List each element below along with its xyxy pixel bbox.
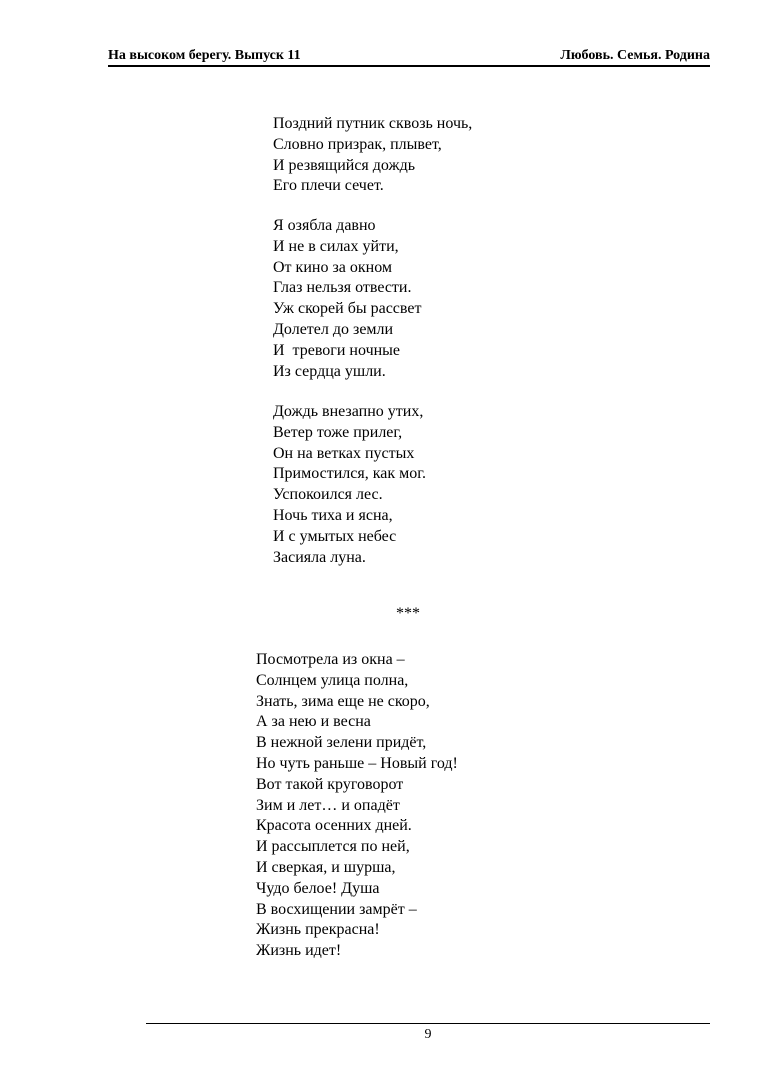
poem-line: Долетел до земли bbox=[273, 320, 394, 338]
poem-line: Примостился, как мог. bbox=[273, 465, 427, 483]
poem-line: Зим и лет… и опадёт bbox=[256, 796, 400, 814]
poem-line: Глаз нельзя отвести. bbox=[273, 279, 412, 297]
poem-line: Но чуть раньше – Новый год! bbox=[256, 754, 458, 772]
poem-line: Ветер тоже прилег, bbox=[273, 423, 403, 441]
poem-line: И с умытых небес bbox=[273, 527, 397, 545]
poem-line: Дождь внезапно утих, bbox=[273, 403, 424, 420]
footer-divider bbox=[146, 1023, 710, 1024]
poem-line: Из сердца ушли. bbox=[273, 362, 386, 380]
poem-1-stanza-3 bbox=[273, 402, 426, 568]
poem-1-stanza-1 bbox=[273, 114, 472, 197]
poem-line: И сверкая, и шурша, bbox=[256, 858, 396, 876]
poem-line: И не в силах уйти, bbox=[273, 237, 399, 255]
poem-line: Чудо белое! Душа bbox=[256, 879, 380, 897]
poem-line: Знать, зима еще не скоро, bbox=[256, 692, 430, 710]
poem-line: Успокоился лес. bbox=[273, 486, 383, 504]
header-section-title: Любовь. Семья. Родина bbox=[560, 48, 710, 63]
page-number: 9 bbox=[424, 1027, 432, 1042]
poem-line: Ночь тиха и ясна, bbox=[273, 506, 393, 524]
poem-line: Словно призрак, плывет, bbox=[273, 135, 442, 153]
poem-line: От кино за окном bbox=[273, 258, 393, 276]
poem-line: Вот такой круговорот bbox=[256, 775, 404, 793]
poem-line: Он на ветках пустых bbox=[273, 444, 415, 462]
poem-line: В нежной зелени придёт, bbox=[256, 734, 427, 752]
poem-line: Солнцем улица полна, bbox=[256, 671, 409, 689]
poem-line: В восхищении замрёт – bbox=[256, 900, 417, 918]
poem-line: А за нею и весна bbox=[256, 713, 371, 731]
header-divider bbox=[108, 65, 710, 67]
poem-line: Жизнь идет! bbox=[256, 942, 342, 960]
header-publication-title: На высоком берегу. Выпуск 11 bbox=[108, 48, 301, 63]
poem-line: Посмотрела из окна – bbox=[256, 651, 405, 668]
poem-line: Уж скорей бы рассвет bbox=[273, 300, 422, 318]
poem-line: Засияла луна. bbox=[273, 548, 366, 566]
poem-line: И тревоги ночные bbox=[273, 341, 401, 359]
poem-line: Его плечи сечет. bbox=[273, 177, 384, 195]
poem-line: И рассыплется по ней, bbox=[256, 838, 410, 856]
poem-line: И резвящийся дождь bbox=[273, 156, 416, 174]
poem-line: Жизнь прекрасна! bbox=[256, 921, 380, 939]
poem-line: Я озябла давно bbox=[273, 217, 376, 234]
poem-separator: *** bbox=[396, 605, 420, 622]
poem-2-stanza-1 bbox=[256, 650, 458, 962]
poem-1-stanza-2 bbox=[273, 216, 421, 382]
poem-line: Поздний путник сквозь ночь, bbox=[273, 115, 473, 132]
running-header bbox=[108, 47, 710, 65]
poem-line: Красота осенних дней. bbox=[256, 817, 412, 835]
